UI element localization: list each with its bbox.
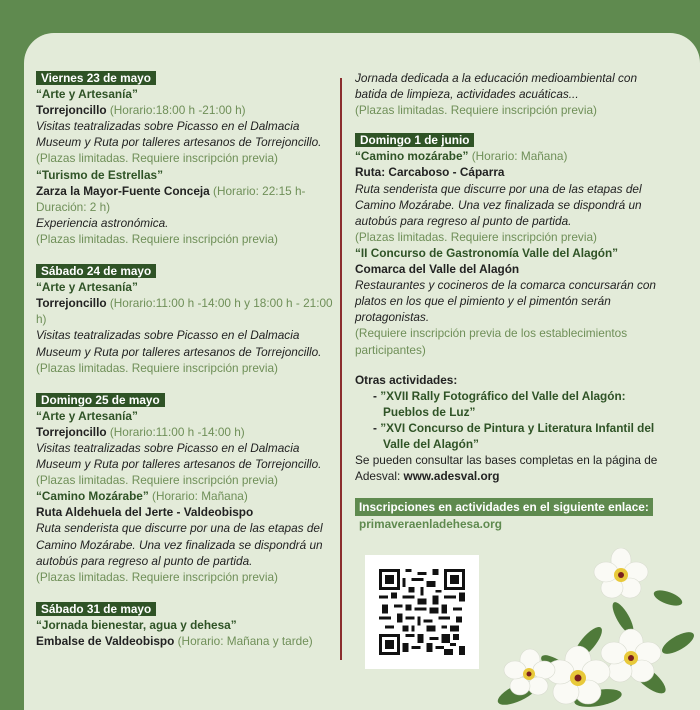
event-note: (Plazas limitadas. Requiere inscripción previa) xyxy=(36,569,278,584)
day-block xyxy=(36,263,336,376)
event-place: Torrejoncillo xyxy=(36,296,107,311)
flower-icon xyxy=(546,646,610,704)
list-item: - ”XVII Rally Fotográfico del Valle del Alagón: Pueblos de Luz” xyxy=(373,388,626,419)
list-item-label: ”XVI Concurso de Pintura y Literatura Infantil del Valle del Alagón” xyxy=(380,420,655,451)
flower-icon xyxy=(594,548,648,598)
event xyxy=(355,245,665,358)
bases-text: Se pueden consultar las bases completas en la página de Adesval: xyxy=(355,453,658,484)
left-column xyxy=(36,70,336,649)
event-title-schedule: (Horario: Mañana) xyxy=(148,489,248,504)
event-note: (Plazas limitadas. Requiere inscripción previa) xyxy=(355,229,597,244)
bases-paragraph xyxy=(355,452,665,484)
continued-description: Jornada dedicada a la educación medioambiental con batida de limpieza, actividades acuáticas... xyxy=(355,71,638,102)
event-place: Embalse de Valdeobispo xyxy=(36,634,175,648)
day-label: Sábado 31 de mayo xyxy=(36,602,156,616)
day-block xyxy=(36,601,336,649)
event-note: (Plazas limitadas. Requiere inscripción previa) xyxy=(36,231,278,246)
day-block xyxy=(36,70,336,247)
continued-note: (Plazas limitadas. Requiere inscripción previa) xyxy=(355,103,597,118)
event-note: (Plazas limitadas. Requiere inscripción previa) xyxy=(36,360,278,375)
event-place: Ruta Aldehuela del Jerte - Valdeobispo xyxy=(36,505,254,520)
event-description: Experiencia astronómica. xyxy=(36,215,169,230)
event-title: “Arte y Artesanía” xyxy=(36,280,138,295)
list-item: - ”XVI Concurso de Pintura y Literatura Infantil del Valle del Alagón” xyxy=(373,420,655,451)
event-place: Ruta: Carcaboso - Cáparra xyxy=(355,165,505,180)
event-place: Comarca del Valle del Alagón xyxy=(355,262,520,277)
event xyxy=(36,408,336,488)
event-title: “Turismo de Estrellas” xyxy=(36,167,163,182)
event-title: “Arte y Artesanía” xyxy=(36,408,138,423)
day-block xyxy=(36,392,336,585)
event-schedule: (Horario: 22:15 h- Duración: 2 h) xyxy=(36,183,306,214)
event-title: “II Concurso de Gastronomía Valle del Alagón” xyxy=(355,245,619,260)
list-item-label: ”XVII Rally Fotográfico del Valle del Alagón: Pueblos de Luz” xyxy=(380,388,626,419)
event-schedule: (Horario:18:00 h -21:00 h) xyxy=(106,103,246,118)
flowers-decoration xyxy=(478,548,700,710)
event-note: (Requiere inscripción previa de los establecimientos participantes) xyxy=(355,326,628,357)
column-divider xyxy=(340,78,342,660)
event-title: “Camino mozárabe” xyxy=(355,149,469,164)
event-description: Visitas teatralizadas sobre Picasso en el Dalmacia Museum y Ruta por talleres artesanos de Torrejoncillo. xyxy=(36,119,322,150)
event xyxy=(36,488,336,585)
event-description: Visitas teatralizadas sobre Picasso en el Dalmacia Museum y Ruta por talleres artesanos de Torrejoncillo. xyxy=(36,328,322,359)
event-title: “Arte y Artesanía” xyxy=(36,87,138,102)
inscripciones-link[interactable]: primaveraenladehesa.org xyxy=(359,517,502,532)
event-note: (Plazas limitadas. Requiere inscripción previa) xyxy=(36,151,278,166)
event-description: Restaurantes y cocineros de la comarca concursarán con platos en los que el pimiento y el pimentón serán protagonistas. xyxy=(355,278,656,325)
event xyxy=(36,167,336,247)
event-title-schedule: (Horario: Mañana) xyxy=(468,149,568,164)
day-label: Domingo 25 de mayo xyxy=(36,393,165,407)
event-place: Torrejoncillo xyxy=(36,103,107,118)
adesval-link[interactable]: www.adesval.org xyxy=(403,469,500,484)
event xyxy=(355,148,665,245)
event-place: Torrejoncillo xyxy=(36,424,107,439)
event-title: “Camino Mozárabe” xyxy=(36,489,149,504)
otras-actividades-title: Otras actividades: xyxy=(355,372,458,387)
event-schedule: (Horario: Mañana y tarde) xyxy=(174,634,313,648)
event-title: “Jornada bienestar, agua y dehesa” xyxy=(36,617,237,632)
event-place: Zarza la Mayor-Fuente Conceja xyxy=(36,183,210,198)
day-label: Domingo 1 de junio xyxy=(355,133,474,147)
event-description: Ruta senderista que discurre por una de las etapas del Camino Mozárabe. Una vez finalizada se dispondrá un autobús para regreso al punto de partida. xyxy=(36,521,323,568)
event xyxy=(36,86,336,166)
event-schedule: (Horario:11:00 h -14:00 h) xyxy=(106,424,245,439)
event-description: Ruta senderista que discurre por una de las etapas del Camino Mozárabe. Una vez finalizada se dispondrá un autobús para regreso al punto de partida. xyxy=(355,181,642,228)
event-note: (Plazas limitadas. Requiere inscripción previa) xyxy=(36,473,278,488)
event xyxy=(36,279,336,376)
event-description: Visitas teatralizadas sobre Picasso en el Dalmacia Museum y Ruta por talleres artesanos de Torrejoncillo. xyxy=(36,440,322,472)
qr-pattern xyxy=(379,569,465,655)
inscripciones-label: Inscripciones en actividades en el siguiente enlace: xyxy=(355,498,653,516)
day-label: Sábado 24 de mayo xyxy=(36,264,156,278)
event xyxy=(36,617,336,649)
right-column xyxy=(355,70,665,532)
qr-code[interactable] xyxy=(365,555,479,669)
day-label: Viernes 23 de mayo xyxy=(36,71,156,85)
event-schedule: (Horario:11:00 h -14:00 h y 18:00 h - 21:00 h) xyxy=(36,296,333,327)
otras-actividades-list xyxy=(355,388,665,452)
